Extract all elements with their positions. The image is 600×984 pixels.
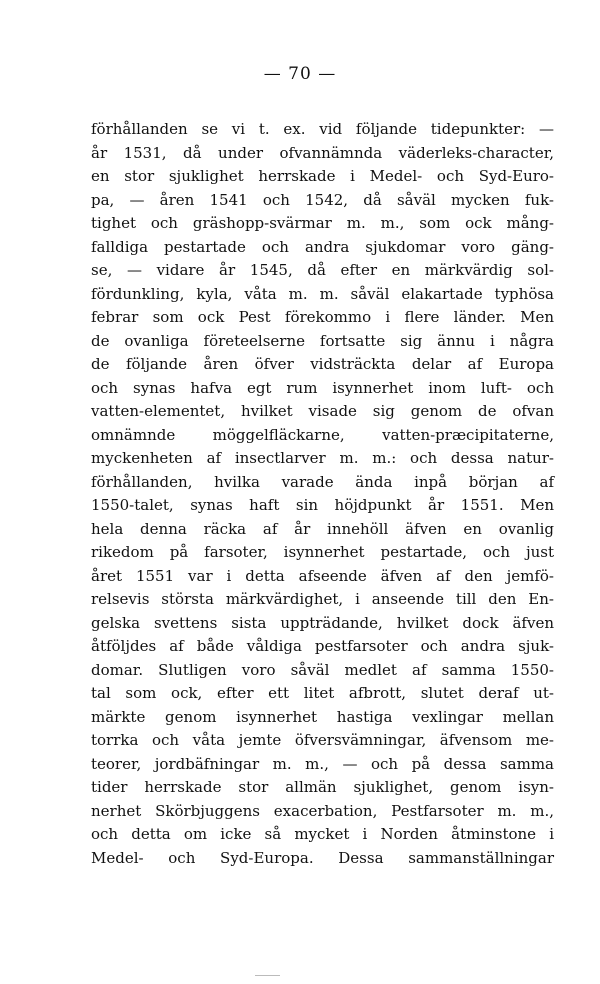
text-line: nerhet Skörbjuggens exacerbation, Pestfarsoter m. m., — [91, 801, 554, 820]
text-line: Medel- och Syd-Europa. Dessa sammanställningar — [91, 848, 554, 867]
text-line: och detta om icke så mycket i Norden åtminstone i — [91, 825, 554, 843]
text-line: hela denna räcka af år innehöll äfven en ovanlig — [91, 519, 554, 538]
bottom-edge-mark — [255, 975, 280, 976]
text-line: förhållanden se vi t. ex. vid följande tidepunkter: — — [91, 120, 554, 138]
text-line: relsevis största märkvärdighet, i anseende till den En- — [91, 590, 554, 608]
text-line: falldiga pestartade och andra sjukdomar voro gäng- — [91, 237, 554, 256]
text-line: pa, — åren 1541 och 1542, då såväl mycken fuk- — [91, 190, 554, 209]
text-line: se, — vidare år 1545, då efter en märkvärdig sol- — [91, 261, 554, 279]
text-line: de följande åren öfver vidsträckta delar af Europa — [91, 355, 554, 373]
text-line: och synas hafva egt rum isynnerhet inom luft- och — [91, 378, 554, 397]
text-line: år 1531, då under ofvannämnda väderleks-character, — [91, 143, 554, 162]
text-line: året 1551 var i detta afseende äfven af den jemfö- — [91, 566, 554, 585]
text-line: 1550-talet, synas haft sin höjdpunkt år 1551. Men — [91, 496, 554, 514]
page-number-header: — 70 — — [263, 64, 337, 84]
text-line: teorer, jordbäfningar m. m., — och på dessa samma — [91, 754, 554, 773]
text-line: omnämnde möggelfläckarne, vatten-præcipitaterne, — [91, 425, 554, 444]
text-line: vatten-elementet, hvilket visade sig genom de ofvan — [91, 402, 554, 420]
text-line: myckenheten af insectlarver m. m.: och dessa natur- — [91, 449, 554, 467]
text-line: tighet och gräshopp-svärmar m. m., som ock mång- — [91, 214, 554, 232]
text-line: fördunkling, kyla, våta m. m. såväl elakartade typhösa — [91, 284, 554, 303]
text-line: domar. Slutligen voro såväl medlet af samma 1550- — [91, 660, 554, 679]
text-line: de ovanliga företeelserne fortsatte sig ännu i några — [91, 331, 554, 350]
text-line: åtföljdes af både våldiga pestfarsoter och andra sjuk- — [91, 637, 554, 655]
text-line: en stor sjuklighet herrskade i Medel- och Syd-Euro- — [91, 167, 554, 185]
text-line: märkte genom isynnerhet hastiga vexlingar mellan — [91, 707, 554, 726]
text-line: gelska svettens sista uppträdande, hvilket dock äfven — [91, 613, 554, 632]
text-line: förhållanden, hvilka varade ända inpå början af — [91, 472, 554, 491]
text-line: torrka och våta jemte öfversvämningar, äfvensom me- — [91, 731, 554, 749]
body-text — [91, 118, 554, 870]
text-line: tal som ock, efter ett litet afbrott, slutet deraf ut- — [91, 684, 554, 702]
text-line: rikedom på farsoter, isynnerhet pestartade, och just — [91, 543, 554, 561]
text-line: febrar som ock Pest förekommo i flere länder. Men — [91, 308, 554, 326]
text-line: tider herrskade stor allmän sjuklighet, genom isyn- — [91, 778, 554, 796]
